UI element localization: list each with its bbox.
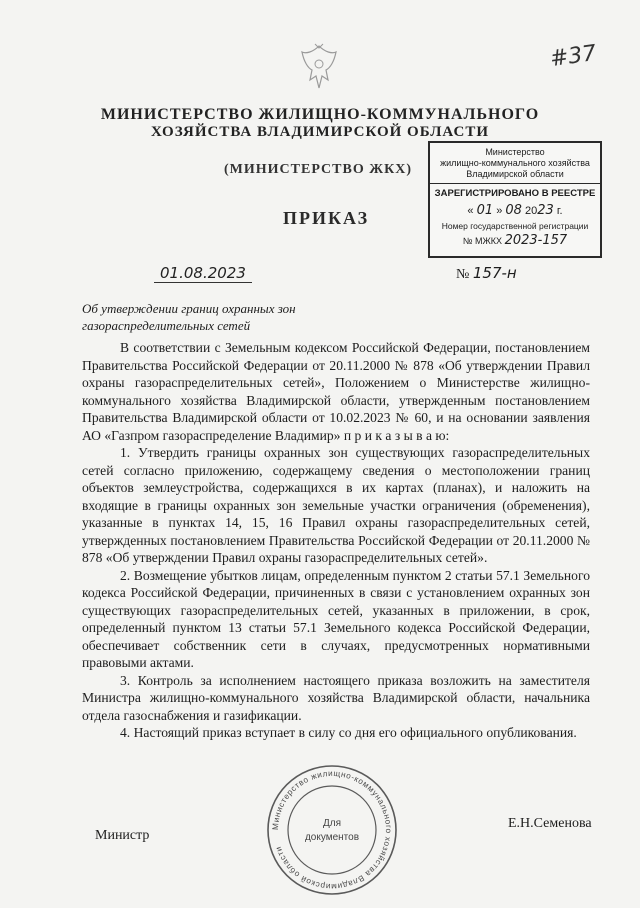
ministry-short-name: (МИНИСТЕРСТВО ЖКХ): [224, 162, 412, 177]
ministry-name-line1: МИНИСТЕРСТВО ЖИЛИЩНО-КОММУНАЛЬНОГО: [100, 106, 540, 123]
coat-of-arms-icon: [296, 42, 342, 94]
signatory-name: Е.Н.Семенова: [508, 816, 592, 831]
stamp-org-line1: Министерство: [485, 147, 545, 157]
official-seal-icon: [264, 762, 400, 898]
order-subject: [82, 300, 342, 334]
clause-2-paragraph: 2. Возмещение убытков лицам, определенным пунктом 2 статьи 57.1 Земельного кодекса Российской Федерации, причиненных в связи с установлением охранных зон существующих газораспределительных сетей, указанных в приложении, в срок, определенный пунктом 13 статьи 57.1 Земельного кодекса Российской Федерации, обеспечивает собственник сети в случаях, предусмотренных нормативными правовыми актами.: [82, 567, 590, 670]
stamp-org-line3: Владимирской области: [466, 169, 564, 179]
signatory-position: Министр: [95, 828, 150, 843]
stamp-org-line2: жилищно-коммунального хозяйства: [440, 158, 590, 168]
stamp-number: [430, 233, 600, 248]
order-number-prefix: №: [456, 267, 470, 282]
stamp-date-year: 23: [537, 203, 554, 218]
document-title: ПРИКАЗ: [283, 208, 370, 228]
handwritten-corner-mark: #37: [548, 40, 598, 73]
seal-center-line1: Для: [322, 818, 342, 829]
clause-4-paragraph: 4. Настоящий приказ вступает в силу со дня его официального опубликования.: [120, 725, 577, 740]
order-number: [456, 264, 517, 283]
stamp-number-label: Номер государственной регистрации: [441, 221, 589, 231]
stamp-date-suffix: г.: [556, 205, 563, 217]
stamp-date-day: 01: [476, 203, 494, 218]
clause-1-paragraph: 1. Утвердить границы охранных зон существующих газораспределительных сетей согласно приложению, содержащему сведения о местоположении границ объектов землеустройства, содержащихся в их картах (планах), и наложить на входящие в границы охранных зон земельные участки ограничения (обременения), указанные в пунктах 14, 15, 16 Правил охраны газораспределительных сетей, утвержденных постановлением Правительства Российской Федерации от 20.11.2000 № 878 «Об утверждении Правил охраны газораспределительных сетей».: [82, 445, 590, 565]
stamp-number-value: 2023-157: [504, 233, 568, 248]
order-date: 01.08.2023: [154, 264, 252, 283]
seal-ring-text: Министерство жилищно-коммунального хозяйства Владимирской области: [270, 768, 394, 892]
svg-text:Министерство жилищно-коммуналь: [271, 769, 393, 891]
preamble-paragraph: В соответствии с Земельным кодексом Российской Федерации, постановлением Правительства Российской Федерации от 20.11.2000 № 878 «Об утверждении Правил охраны газораспределительных сетей», Положением о Министерстве жилищно-коммунального хозяйства Владимирской области, утвержденным постановлением Правительства Владимирской области от 10.02.2023 № 60, и на основании заявления АО «Газпром газораспределение Владимир» п р и к а з ы в а ю:: [82, 340, 590, 443]
stamp-date: [430, 203, 600, 218]
registration-stamp: [428, 141, 602, 258]
stamp-date-open: «: [467, 205, 474, 217]
ministry-name-line2: ХОЗЯЙСТВА ВЛАДИМИРСКОЙ ОБЛАСТИ: [150, 124, 490, 140]
stamp-organization: [430, 143, 600, 184]
order-number-value: 157-н: [472, 264, 517, 282]
stamp-number-prefix: № МЖКХ: [462, 236, 503, 246]
subject-line1: Об утверждении границ охранных зон: [82, 301, 296, 316]
stamp-date-year-prefix: 20: [525, 205, 538, 217]
seal-center-line2: документов: [304, 832, 360, 843]
clause-3-paragraph: 3. Контроль за исполнением настоящего приказа возложить на заместителя Министра жилищно-коммунального хозяйства Владимирской области, начальника отдела газоснабжения и газификации.: [82, 672, 590, 723]
stamp-date-sep: »: [496, 205, 503, 217]
order-body: [82, 339, 590, 742]
stamp-date-month: 08: [505, 203, 522, 218]
stamp-registered-label: ЗАРЕГИСТРИРОВАНО В РЕЕСТРЕ: [434, 188, 596, 199]
subject-line2: газораспределительных сетей: [82, 318, 251, 333]
